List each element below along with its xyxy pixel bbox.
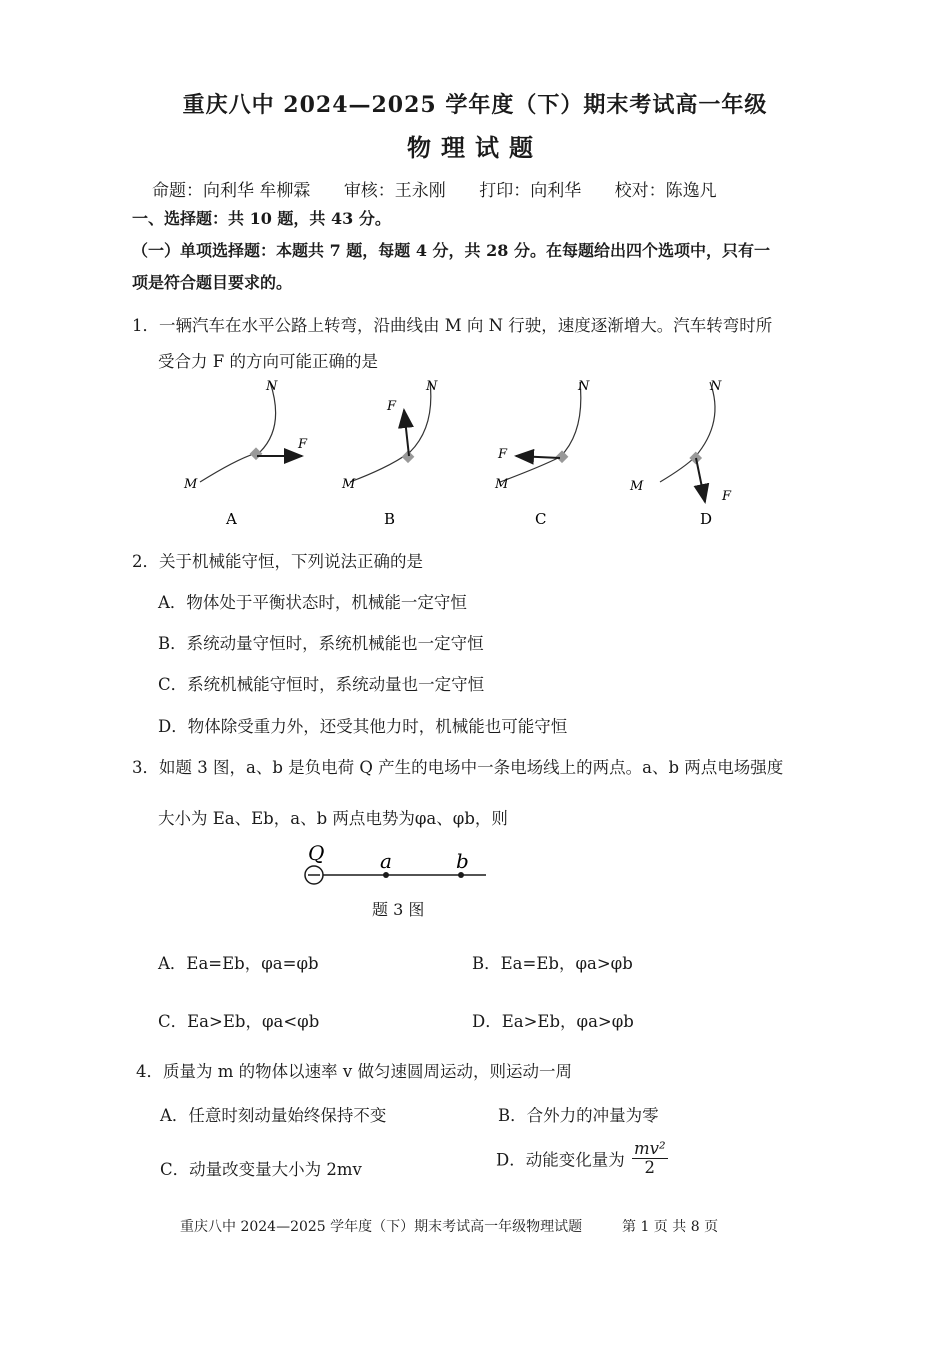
- q4-stem: 4．质量为 m 的物体以速率 v 做匀速圆周运动，则运动一周: [136, 1062, 572, 1081]
- q1-car-d: [689, 452, 702, 465]
- q1-label-n-a: N: [266, 379, 278, 394]
- q1-curve-a: [200, 382, 276, 482]
- q1-option-a: A: [226, 510, 237, 528]
- credits-line: [152, 176, 745, 201]
- q1-label-f-b: F: [387, 399, 397, 414]
- q1-curve-b: [350, 382, 431, 482]
- section-title: 一、选择题：共 10 题，共 43 分。: [132, 209, 391, 228]
- q1-diagram-b: [341, 379, 438, 528]
- q3-caption: 题 3 图: [372, 900, 425, 919]
- q4-option-b: B．合外力的冲量为零: [498, 1106, 659, 1125]
- q1-force-arrow-c: [516, 456, 560, 458]
- q3-label-b: b: [456, 849, 469, 873]
- q3-option-b: B．Ea=Eb，φa>φb: [472, 954, 633, 973]
- exam-title: 重庆八中 2024—2025 学年度（下）期末考试高一年级: [182, 92, 768, 118]
- q1-label-f-a: F: [298, 437, 308, 452]
- q4-option-a: A．任意时刻动量始终保持不变: [160, 1106, 387, 1125]
- q3-option-c: C．Ea>Eb，φa<φb: [158, 1012, 320, 1031]
- q1-force-arrow-b: [404, 410, 409, 456]
- credit-review: 审核：王永刚: [343, 181, 446, 201]
- q4-option-c: C．动量改变量大小为 2mv: [160, 1160, 362, 1179]
- q4-fraction-numerator: mv²: [633, 1139, 666, 1158]
- q1-curve-d: [660, 382, 715, 482]
- q1-label-n-d: N: [710, 379, 722, 394]
- q2-option-c: C．系统机械能守恒时，系统动量也一定守恒: [158, 675, 485, 694]
- q1-diagram-c: [494, 379, 590, 528]
- q3-option-a: A．Ea=Eb，φa=φb: [158, 954, 319, 973]
- q3-label-q: Q: [308, 841, 325, 865]
- section-instruction-line2: 项是符合题目要求的。: [132, 273, 293, 292]
- q1-label-n-b: N: [426, 379, 438, 394]
- q1-curve-c: [500, 382, 581, 482]
- q2-option-b: B．系统动量守恒时，系统机械能也一定守恒: [158, 634, 484, 653]
- q1-stem-line1: 1．一辆汽车在水平公路上转弯，沿曲线由 M 向 N 行驶，速度逐渐增大。汽车转弯时所: [132, 316, 773, 335]
- q1-force-arrow-d: [696, 458, 705, 502]
- q3-figure: [296, 840, 496, 894]
- section-instruction-line1: （一）单项选择题：本题共 7 题，每题 4 分，共 28 分。在每题给出四个选项中，只有一: [132, 241, 770, 260]
- q1-label-m-d: M: [630, 479, 644, 494]
- q4-option-d: D．动能变化量为: [496, 1150, 625, 1170]
- q1-option-d: D: [700, 510, 713, 528]
- q1-label-m-a: M: [184, 477, 198, 492]
- q1-label-m-c: M: [495, 477, 509, 492]
- q1-label-n-c: N: [578, 379, 590, 394]
- q4-option-d-wrap: [496, 1140, 668, 1177]
- q3-stem-line1: 3．如题 3 图，a、b 是负电荷 Q 产生的电场中一条电场线上的两点。a、b 两点电场强度: [132, 758, 784, 777]
- credit-print: 打印：向利华: [479, 181, 582, 201]
- q3-option-d: D．Ea>Eb，φa>φb: [472, 1012, 634, 1031]
- q1-car-a: [250, 447, 263, 460]
- q2-option-a: A．物体处于平衡状态时，机械能一定守恒: [158, 593, 467, 612]
- q2-stem: 2．关于机械能守恒，下列说法正确的是: [132, 552, 423, 571]
- q2-option-d: D．物体除受重力外，还受其他力时，机械能也可能守恒: [158, 717, 568, 736]
- q4-fraction: [632, 1140, 668, 1177]
- q1-label-f-c: F: [498, 447, 508, 462]
- q1-stem-line2: 受合力 F 的方向可能正确的是: [158, 352, 378, 371]
- q1-option-c: C: [535, 510, 547, 528]
- q1-diagram-d: [629, 379, 732, 528]
- q3-stem-line2: 大小为 Ea、Eb，a、b 两点电势为φa、φb，则: [158, 809, 508, 828]
- q1-car-c: [556, 450, 569, 463]
- page-number: 第 1 页 共 8 页: [622, 1219, 719, 1235]
- q4-fraction-denominator: 2: [644, 1158, 656, 1177]
- credit-proof: 校对：陈逸凡: [614, 181, 717, 201]
- q1-diagram-a: [183, 379, 308, 528]
- q1-label-m-b: M: [342, 477, 356, 492]
- exam-subject: 物理试题: [407, 133, 543, 162]
- q3-label-a: a: [380, 849, 392, 873]
- q1-option-b: B: [384, 510, 396, 528]
- q1-label-f-d: F: [722, 489, 732, 504]
- page-footer: 重庆八中 2024—2025 学年度（下）期末考试高一年级物理试题: [180, 1219, 583, 1235]
- credit-author: 命题：向利华 牟柳霖: [152, 181, 311, 201]
- q1-figure: [160, 372, 780, 532]
